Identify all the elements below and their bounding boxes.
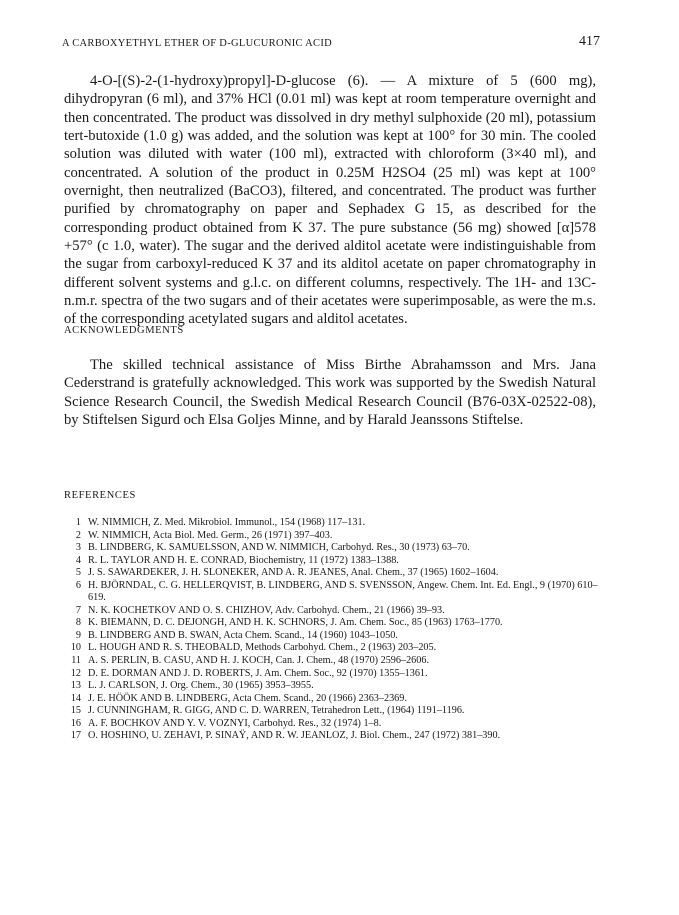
experimental-paragraph: 4-O-[(S)-2-(1-hydroxy)propyl]-D-glucose (6). — A mixture of 5 (600 mg), dihydropyran (6 ml), and 37% HCl (0.01 ml) was kept at room temperature overnight and then concentrated. The product was dissolved in dry methyl sulphoxide (20 ml), potassium tert-butoxide (1.0 g) was added, and the solution was kept at 100° for 30 min. The cooled solution was diluted with water (100 ml), extracted with chloroform (3×40 ml), and concentrated. A solution of the product in 0.25M H2SO4 (25 ml) was kept at 100° overnight, then neutralized (BaCO3), filtered, and concentrated. The product was further purified by chromatography on paper and Sephadex G 15, as described for the corresponding product obtained from K 37. The pure substance (56 mg) showed [α]578 +57° (c 1.0, water). The sugar and the derived alditol acetate were indistinguishable from the sugar from carboxyl-reduced K 37 and its alditol acetate on paper chromatography in different solvent systems and g.l.c. on different columns, respectively. The 1H- and 13C-n.m.r. spectra of the two sugars and of their acetates were superimposable, as were the m.s. of the corresponding acetylated sugars and alditol acetates. — [64, 73, 596, 328]
reference-text: H. BJÖRNDAL, C. G. HELLERQVIST, B. LINDBERG, AND S. SVENSSON, Angew. Chem. Int. Ed. Engl., 9 (1970) 610–619. — [88, 579, 598, 604]
reference-item — [64, 517, 604, 530]
reference-list — [64, 517, 604, 743]
reference-item — [64, 617, 604, 630]
reference-item — [64, 567, 604, 580]
reference-text: L. HOUGH AND R. S. THEOBALD, Methods Carbohyd. Chem., 2 (1963) 203–205. — [88, 642, 437, 654]
reference-text: J. E. HÖÖK AND B. LINDBERG, Acta Chem. Scand., 20 (1966) 2363–2369. — [88, 692, 407, 704]
reference-text: J. CUNNINGHAM, R. GIGG, AND C. D. WARREN, Tetrahedron Lett., (1964) 1191–1196. — [88, 705, 465, 717]
reference-text: A. F. BOCHKOV AND Y. V. VOZNYI, Carbohyd. Res., 32 (1974) 1–8. — [88, 717, 382, 729]
reference-item — [64, 668, 604, 681]
page-number: 417 — [579, 34, 600, 49]
reference-item — [64, 655, 604, 668]
reference-number: 1 — [75, 517, 81, 528]
reference-number: 11 — [71, 655, 81, 667]
reference-number: 5 — [75, 567, 81, 579]
acknowledgments-text: The skilled technical assistance of Miss Birthe Abrahamsson and Mrs. Jana Cederstrand is gratefully acknowledged. This work was supported by the Swedish Natural Science Research Council, the Swedish Medical Research Council (B76-03X-02522-08), by Stiftelsen Sigurd och Elsa Goljes Minne, and by Harald Jeanssons Stiftelse. — [64, 357, 596, 429]
reference-text: N. K. KOCHETKOV AND O. S. CHIZHOV, Adv. Carbohyd. Chem., 21 (1966) 39–93. — [88, 604, 445, 616]
reference-text: A. S. PERLIN, B. CASU, AND H. J. KOCH, Can. J. Chem., 48 (1970) 2596–2606. — [88, 655, 430, 667]
reference-number: 13 — [70, 680, 81, 692]
reference-number: 15 — [70, 705, 81, 717]
reference-number: 17 — [70, 730, 81, 742]
reference-text: L. J. CARLSON, J. Org. Chem., 30 (1965) 3953–3955. — [88, 680, 314, 692]
reference-text: D. E. DORMAN AND J. D. ROBERTS, J. Am. Chem. Soc., 92 (1970) 1355–1361. — [88, 667, 428, 679]
reference-item — [64, 530, 604, 543]
reference-text: R. L. TAYLOR AND H. E. CONRAD, Biochemistry, 11 (1972) 1383–1388. — [88, 554, 399, 566]
reference-item — [64, 693, 604, 706]
reference-number: 6 — [75, 579, 81, 591]
running-head: A CARBOXYETHYL ETHER OF D-GLUCURONIC ACID — [62, 38, 333, 49]
reference-number: 8 — [75, 617, 81, 629]
reference-item — [64, 642, 604, 655]
reference-number: 16 — [70, 717, 81, 729]
reference-item — [64, 605, 604, 618]
reference-text: K. BIEMANN, D. C. DEJONGH, AND H. K. SCHNORS, J. Am. Chem. Soc., 85 (1963) 1763–1770. — [88, 617, 503, 629]
reference-number: 10 — [70, 642, 81, 654]
reference-text: O. HOSHINO, U. ZEHAVI, P. SINAŸ, AND R. W. JEANLOZ, J. Biol. Chem., 247 (1972) 381–390. — [88, 730, 501, 742]
reference-item — [64, 580, 604, 605]
reference-number: 4 — [75, 554, 81, 566]
reference-number: 9 — [75, 629, 81, 641]
reference-text: W. NIMMICH, Acta Biol. Med. Germ., 26 (1971) 397–403. — [88, 529, 333, 541]
reference-item — [64, 705, 604, 718]
reference-number: 12 — [70, 667, 81, 679]
reference-text: B. LINDBERG, K. SAMUELSSON, AND W. NIMMICH, Carbohyd. Res., 30 (1973) 63–70. — [88, 542, 470, 554]
reference-item — [64, 718, 604, 731]
reference-text: W. NIMMICH, Z. Med. Mikrobiol. Immunol., 154 (1968) 117–131. — [88, 517, 366, 528]
reference-item — [64, 630, 604, 643]
reference-text: B. LINDBERG AND B. SWAN, Acta Chem. Scand., 14 (1960) 1043–1050. — [88, 629, 398, 641]
reference-number: 7 — [75, 604, 81, 616]
reference-item — [64, 555, 604, 568]
reference-number: 14 — [70, 692, 81, 704]
reference-number: 3 — [75, 542, 81, 554]
reference-text: J. S. SAWARDEKER, J. H. SLONEKER, AND A. R. JEANES, Anal. Chem., 37 (1965) 1602–1604. — [88, 567, 499, 579]
references-heading: REFERENCES — [64, 490, 136, 501]
reference-item — [64, 680, 604, 693]
reference-number: 2 — [75, 529, 81, 541]
reference-item — [64, 730, 604, 743]
reference-item — [64, 542, 604, 555]
acknowledgments-heading: ACKNOWLEDGMENTS — [64, 325, 184, 336]
